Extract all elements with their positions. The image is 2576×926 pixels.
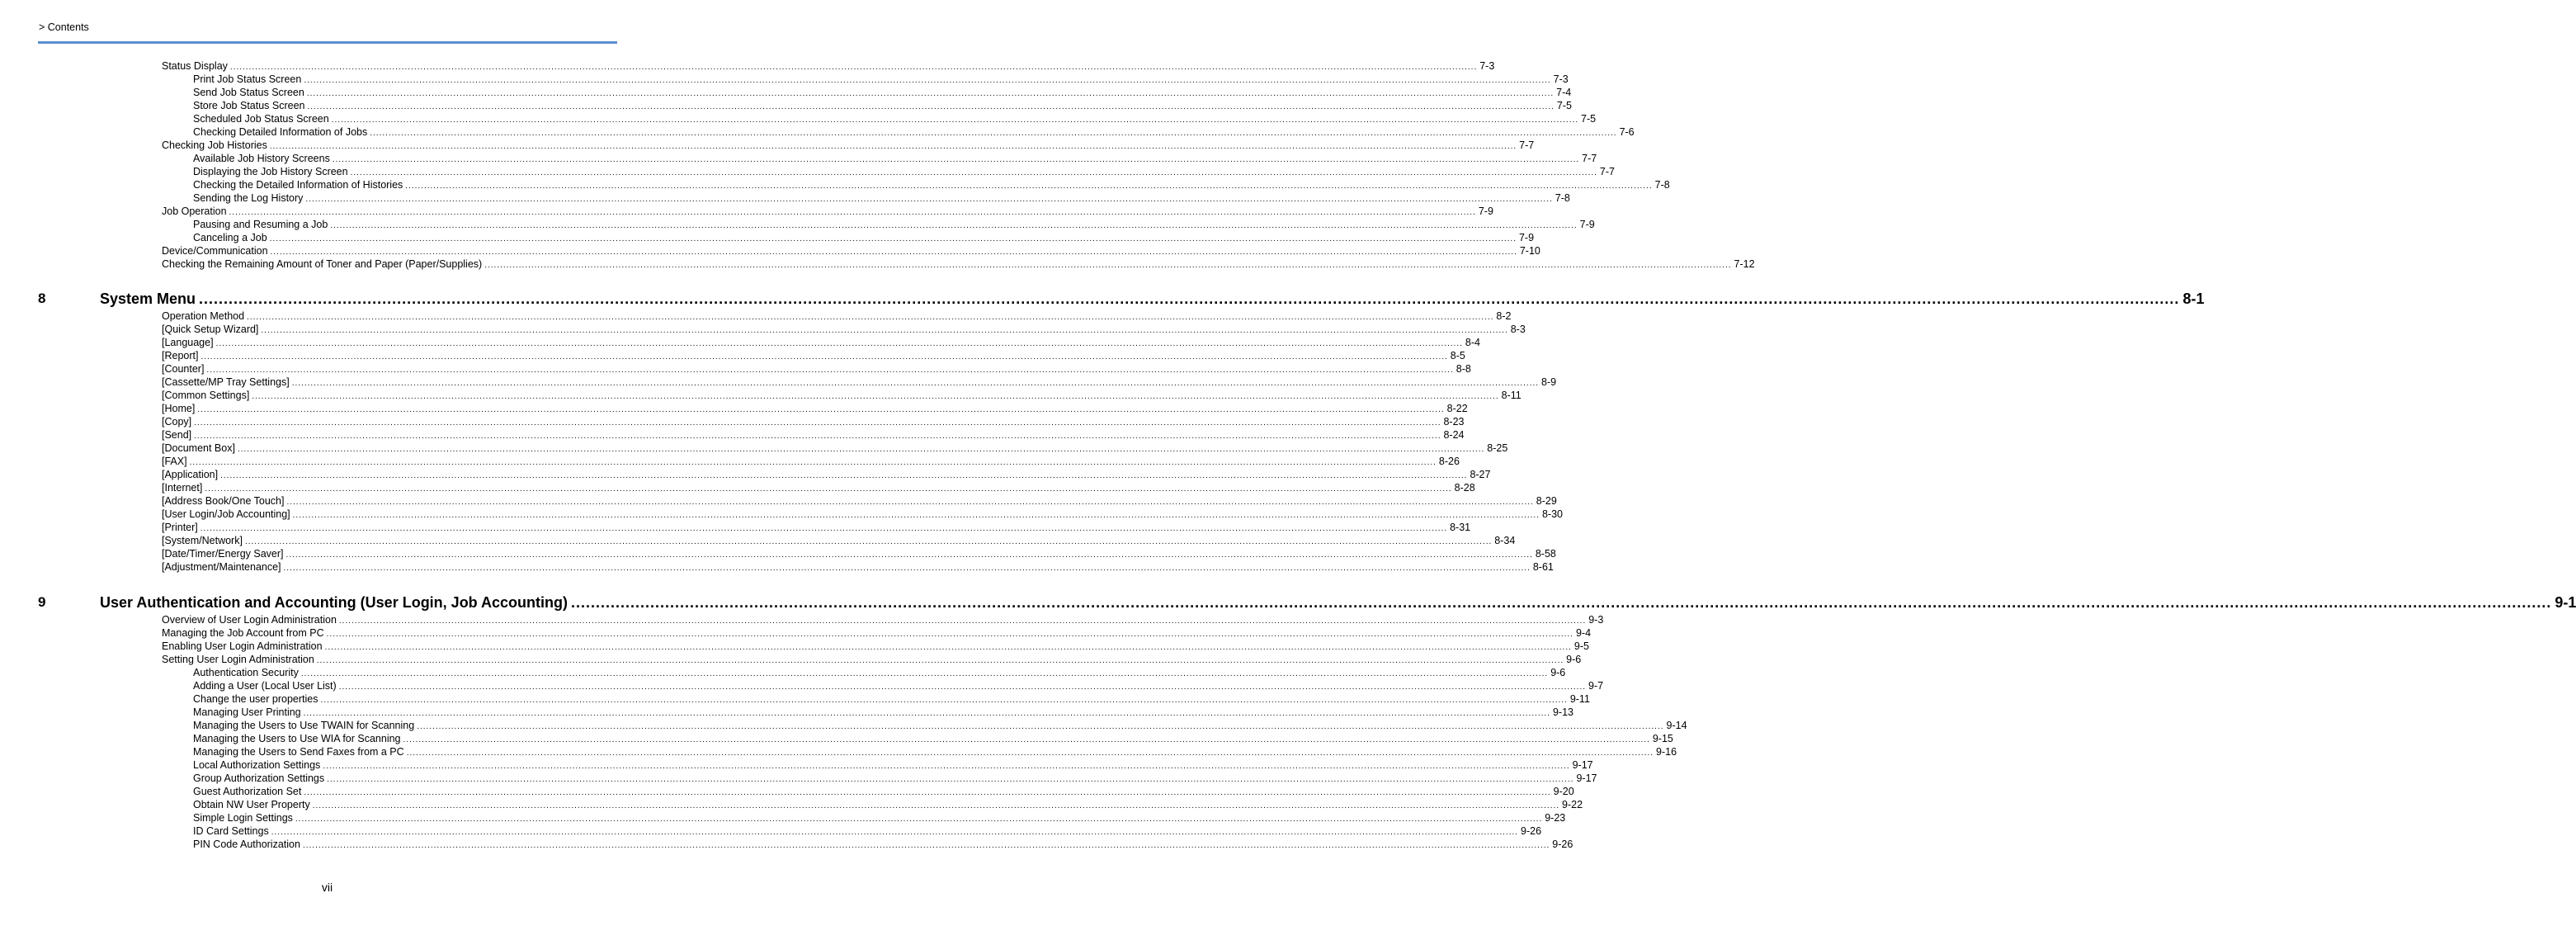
toc-leader-dots: ................................................................................................................................................................................................................................................................................................................................................................................................................ <box>269 234 1517 243</box>
chapter-heading[interactable] <box>0 593 2576 614</box>
toc-entry-page: 7-9 <box>1579 219 1595 230</box>
toc-entry-page: 9-17 <box>1572 759 1593 771</box>
toc-leader-dots: ................................................................................................................................................................................................................................................................................................................................................................................................................ <box>229 63 1478 72</box>
toc-leader-dots: ................................................................................................................................................................................................................................................................................................................................................................................................................ <box>247 313 1494 322</box>
toc-entry-label: Displaying the Job History Screen <box>193 166 348 177</box>
toc-leader-dots: ................................................................................................................................................................................................................................................................................................................................................................................................................ <box>194 418 1441 428</box>
toc-entry-page: 8-9 <box>1541 376 1557 388</box>
toc-entry[interactable] <box>193 73 1569 86</box>
toc-entry-label: [Send] <box>162 429 192 441</box>
toc-leader-dots: ................................................................................................................................................................................................................................................................................................................................................................................................................ <box>283 564 1531 573</box>
toc-leader-dots: ................................................................................................................................................................................................................................................................................................................................................................................................................ <box>215 339 1463 348</box>
toc-entry-page: 7-9 <box>1518 232 1535 243</box>
toc-entry-page: 7-8 <box>1654 179 1670 191</box>
toc-leader-dots: ................................................................................................................................................................................................................................................................................................................................................................................................................ <box>270 248 1517 257</box>
toc-entry-page: 8-58 <box>1535 548 1556 560</box>
toc-entry-page: 9-17 <box>1576 772 1597 784</box>
toc-entry[interactable] <box>162 139 1535 152</box>
toc-leader-dots: ................................................................................................................................................................................................................................................................................................................................................................................................................ <box>197 405 1445 414</box>
toc-entry[interactable] <box>193 152 1597 165</box>
toc-entry[interactable] <box>193 758 1593 772</box>
chapter-page: 9-1 <box>2555 594 2576 611</box>
toc-entry-page: 8-34 <box>1494 535 1516 546</box>
page-number: vii <box>321 881 333 894</box>
toc-entry-label: Store Job Status Screen <box>193 100 305 111</box>
toc-entry[interactable] <box>162 402 1468 415</box>
toc-entry[interactable] <box>162 613 1604 626</box>
toc-entry-label: Status Display <box>162 60 228 72</box>
toc-entry-label: Available Job History Screens <box>193 153 330 164</box>
toc-entry[interactable] <box>162 336 1480 349</box>
toc-entry[interactable] <box>162 376 1557 389</box>
chapter-title-row <box>100 593 2576 612</box>
toc-leader-dots: ................................................................................................................................................................................................................................................................................................................................................................................................................ <box>350 168 1597 177</box>
toc-entry-label: Print Job Status Screen <box>193 73 302 85</box>
toc-entry[interactable] <box>162 521 1471 534</box>
toc-entry-page: 8-28 <box>1454 482 1475 494</box>
toc-entry-label: PIN Code Authorization <box>193 839 300 850</box>
toc-entry[interactable] <box>162 534 1516 547</box>
toc-leader-dots: ................................................................................................................................................................................................................................................................................................................................................................................................................ <box>291 379 1540 388</box>
toc-entry[interactable] <box>193 838 1573 851</box>
toc-entry-label: Group Authorization Settings <box>193 772 325 784</box>
toc-leader-dots: ................................................................................................................................................................................................................................................................................................................................................................................................................ <box>331 116 1579 125</box>
toc-leader-dots: ................................................................................................................................................................................................................................................................................................................................................................................................................ <box>252 392 1499 401</box>
toc-entry[interactable] <box>162 560 1554 574</box>
toc-entry-label: [User Login/Job Accounting] <box>162 508 290 520</box>
toc-leader-dots: ................................................................................................................................................................................................................................................................................................................................................................................................................ <box>229 208 1476 217</box>
toc-leader-dots: ................................................................................................................................................................................................................................................................................................................................................................................................................ <box>304 788 1551 797</box>
toc-entry-label: Guest Authorization Set <box>193 786 302 797</box>
toc-entry-label: Managing the Job Account from PC <box>162 627 324 639</box>
toc-entry[interactable] <box>193 231 1535 244</box>
toc-entry[interactable] <box>162 442 1508 455</box>
toc-leader-dots: ................................................................................................................................................................................................................................................................................................................................................................................................................ <box>200 524 1448 533</box>
toc-entry-label: [Application] <box>162 469 219 480</box>
toc-leader-dots: ................................................................................................................................................................................................................................................................................................................................................................................................................ <box>320 696 1568 705</box>
toc-leader-dots: ................................................................................................................................................................................................................................................................................................................................................................................................................ <box>285 550 1533 560</box>
toc-entry-label: [Document Box] <box>162 442 235 454</box>
header-rule <box>38 41 617 44</box>
toc-entry-page: 8-5 <box>1450 350 1465 361</box>
chapter-number: 9 <box>38 594 46 610</box>
toc-entry[interactable] <box>193 165 1615 178</box>
toc-entry[interactable] <box>162 508 1564 521</box>
toc-entry-label: Send Job Status Screen <box>193 87 304 98</box>
toc-entry-page: 9-5 <box>1573 640 1589 652</box>
toc-entry-label: Checking Detailed Information of Jobs <box>193 126 368 138</box>
toc-leader-dots: ................................................................................................................................................................................................................................................................................................................................................................................................................ <box>189 458 1437 467</box>
toc-entry[interactable] <box>193 798 1583 811</box>
toc-entry-page: 7-4 <box>1556 87 1572 98</box>
toc-leader-dots: ................................................................................................................................................................................................................................................................................................................................................................................................................ <box>306 89 1555 98</box>
toc-entry-page: 9-13 <box>1552 706 1573 718</box>
toc-leader-dots: ................................................................................................................................................................................................................................................................................................................................................................................................................ <box>261 326 1508 335</box>
toc-entry[interactable] <box>193 86 1572 99</box>
toc-entry-page: 9-15 <box>1652 733 1673 744</box>
toc-entry-label: [FAX] <box>162 456 187 467</box>
toc-entry[interactable] <box>162 257 1755 271</box>
toc-leader-dots: ................................................................................................................................................................................................................................................................................................................................................................................................................ <box>244 537 1493 546</box>
toc-leader-dots: ................................................................................................................................................................................................................................................................................................................................................................................................................ <box>330 221 1578 230</box>
toc-entry-label: [Common Settings] <box>162 390 250 401</box>
toc-entry[interactable] <box>162 323 1526 336</box>
toc-entry[interactable] <box>193 811 1566 824</box>
toc-entry-label: Canceling a Job <box>193 232 267 243</box>
toc-entry-page: 9-7 <box>1588 680 1604 692</box>
toc-leader-dots: ................................................................................................................................................................................................................................................................................................................................................................................................................ <box>327 775 1574 784</box>
toc-entry-page: 8-22 <box>1446 403 1468 414</box>
toc-leader-dots: ................................................................................................................................................................................................................................................................................................................................................................................................................ <box>307 102 1555 111</box>
toc-entry-label: [Report] <box>162 350 199 361</box>
toc-entry-label: [Counter] <box>162 363 205 375</box>
toc-entry[interactable] <box>193 745 1677 758</box>
toc-leader-dots: ................................................................................................................................................................................................................................................................................................................................................................................................................ <box>220 471 1468 480</box>
toc-entry-label: Checking Job Histories <box>162 139 267 151</box>
toc-entry-page: 7-6 <box>1619 126 1635 138</box>
toc-entry-page: 9-11 <box>1569 693 1590 705</box>
toc-entry-label: Overview of User Login Administration <box>162 614 337 626</box>
toc-entry-label: [Adjustment/Maintenance] <box>162 561 281 573</box>
toc-entry[interactable] <box>193 218 1595 231</box>
toc-entry[interactable] <box>193 112 1597 125</box>
toc-entry-label: Managing the Users to Use WIA for Scanning <box>193 733 401 744</box>
toc-entry-page: 7-10 <box>1519 245 1540 257</box>
toc-entry-label: [Cassette/MP Tray Settings] <box>162 376 290 388</box>
toc-entry-label: Scheduled Job Status Screen <box>193 113 329 125</box>
toc-leader-dots: ................................................................................................................................................................................................................................................................................................................................................................................................................ <box>269 142 1517 151</box>
toc-leader-dots: ................................................................................................................................................................................................................................................................................................................................................................................................................ <box>403 735 1650 744</box>
toc-leader-dots: ................................................................................................................................................................................................................................................................................................................................................................................................................ <box>271 828 1519 837</box>
chapter-title-row <box>100 289 2205 309</box>
toc-entry[interactable] <box>162 415 1465 428</box>
toc-leader-dots: ................................................................................................................................................................................................................................................................................................................................................................................................................ <box>571 594 2552 611</box>
toc-leader-dots: ................................................................................................................................................................................................................................................................................................................................................................................................................ <box>405 182 1653 191</box>
toc-entry-page: 8-3 <box>1510 324 1526 335</box>
toc-entry-label: Checking the Remaining Amount of Toner and Paper (Paper/Supplies) <box>162 258 483 270</box>
toc-entry-label: Job Operation <box>162 206 227 217</box>
toc-entry-page: 9-20 <box>1553 786 1574 797</box>
toc-entry-page: 8-23 <box>1443 416 1465 428</box>
toc-entry-label: [Copy] <box>162 416 192 428</box>
toc-entry[interactable] <box>162 653 1582 666</box>
toc-entry-label: Enabling User Login Administration <box>162 640 323 652</box>
toc-entry-page: 8-24 <box>1443 429 1465 441</box>
toc-leader-dots: ................................................................................................................................................................................................................................................................................................................................................................................................................ <box>237 445 1485 454</box>
toc-entry-page: 7-3 <box>1479 60 1495 72</box>
toc-entry-page: 8-25 <box>1487 442 1508 454</box>
toc-entry-label: ID Card Settings <box>193 825 269 837</box>
toc-entry-page: 7-3 <box>1553 73 1569 85</box>
chapter-page: 8-1 <box>2182 291 2205 307</box>
toc-entry-page: 8-61 <box>1532 561 1554 573</box>
toc-leader-dots: ................................................................................................................................................................................................................................................................................................................................................................................................................ <box>295 815 1543 824</box>
toc-leader-dots: ................................................................................................................................................................................................................................................................................................................................................................................................................ <box>292 511 1540 520</box>
toc-leader-dots: ................................................................................................................................................................................................................................................................................................................................................................................................................ <box>417 722 1664 731</box>
toc-entry-label: Adding a User (Local User List) <box>193 680 337 692</box>
toc-entry-label: [Printer] <box>162 522 198 533</box>
toc-entry[interactable] <box>193 706 1573 719</box>
toc-entry[interactable] <box>162 309 1512 323</box>
toc-entry-label: Change the user properties <box>193 693 318 705</box>
toc-entry[interactable] <box>162 494 1557 508</box>
toc-entry-label: Setting User Login Administration <box>162 654 314 665</box>
toc-entry[interactable] <box>193 692 1590 706</box>
toc-leader-dots: ................................................................................................................................................................................................................................................................................................................................................................................................................ <box>326 630 1573 639</box>
toc-entry-page: 8-8 <box>1455 363 1471 375</box>
toc-leader-dots: ................................................................................................................................................................................................................................................................................................................................................................................................................ <box>323 762 1570 771</box>
toc-entry-page: 9-3 <box>1588 614 1604 626</box>
toc-entry[interactable] <box>162 389 1522 402</box>
toc-entry[interactable] <box>162 244 1540 257</box>
toc-entry-page: 9-4 <box>1575 627 1592 639</box>
toc-leader-dots: ................................................................................................................................................................................................................................................................................................................................................................................................................ <box>484 261 1732 270</box>
toc-entry-label: Managing the Users to Send Faxes from a PC <box>193 746 404 758</box>
toc-entry-page: 8-27 <box>1470 469 1491 480</box>
toc-entry-label: [Quick Setup Wizard] <box>162 324 259 335</box>
toc-entry-label: [Home] <box>162 403 196 414</box>
chapter-number: 8 <box>38 291 46 306</box>
toc-entry-label: Simple Login Settings <box>193 812 293 824</box>
toc-leader-dots: ................................................................................................................................................................................................................................................................................................................................................................................................................ <box>312 801 1560 810</box>
toc-entry-label: Pausing and Resuming a Job <box>193 219 328 230</box>
toc-entry-page: 7-7 <box>1519 139 1535 151</box>
toc-entry-page: 8-31 <box>1450 522 1471 533</box>
toc-entry-label: Authentication Security <box>193 667 299 678</box>
toc-leader-dots: ................................................................................................................................................................................................................................................................................................................................................................................................................ <box>302 841 1550 850</box>
toc-entry-label: Device/Communication <box>162 245 268 257</box>
toc-entry-page: 7-5 <box>1556 100 1572 111</box>
toc-entry[interactable] <box>162 547 1556 560</box>
toc-leader-dots: ................................................................................................................................................................................................................................................................................................................................................................................................................ <box>338 683 1587 692</box>
toc-entry-label: Local Authorization Settings <box>193 759 321 771</box>
toc-entry-label: Sending the Log History <box>193 192 304 204</box>
toc-entry[interactable] <box>162 481 1475 494</box>
toc-entry[interactable] <box>162 626 1592 640</box>
toc-entry-page: 9-26 <box>1552 839 1573 850</box>
toc-entry-page: 8-26 <box>1438 456 1460 467</box>
toc-entry-label: Managing User Printing <box>193 706 301 718</box>
toc-entry-page: 7-12 <box>1734 258 1755 270</box>
toc-entry-page: 7-9 <box>1478 206 1493 217</box>
toc-leader-dots: ................................................................................................................................................................................................................................................................................................................................................................................................................ <box>370 129 1617 138</box>
toc-leader-dots: ................................................................................................................................................................................................................................................................................................................................................................................................................ <box>286 498 1534 507</box>
toc-entry-page: 7-5 <box>1581 113 1597 125</box>
toc-entry-page: 8-2 <box>1496 310 1512 322</box>
toc-leader-dots: ................................................................................................................................................................................................................................................................................................................................................................................................................ <box>205 484 1452 494</box>
toc-entry-page: 8-29 <box>1536 495 1557 507</box>
toc-entry-label: [Internet] <box>162 482 203 494</box>
chapter-heading[interactable] <box>0 289 2205 310</box>
toc-entry-label: Checking the Detailed Information of Histories <box>193 179 403 191</box>
toc-entry-label: Managing the Users to Use TWAIN for Scanning <box>193 720 415 731</box>
toc-leader-dots: ................................................................................................................................................................................................................................................................................................................................................................................................................ <box>332 155 1580 164</box>
toc-entry[interactable] <box>193 99 1572 112</box>
toc-entry[interactable] <box>162 640 1589 653</box>
toc-entry-page: 9-6 <box>1550 667 1566 678</box>
toc-entry-label: [Date/Timer/Energy Saver] <box>162 548 284 560</box>
toc-entry-page: 9-16 <box>1656 746 1677 758</box>
toc-entry-page: 8-30 <box>1541 508 1564 520</box>
toc-entry-label: Operation Method <box>162 310 245 322</box>
toc-entry[interactable] <box>193 125 1635 139</box>
breadcrumb[interactable]: > Contents <box>39 21 89 33</box>
toc-entry[interactable] <box>162 362 1471 376</box>
toc-entry[interactable] <box>162 428 1465 442</box>
toc-leader-dots: ................................................................................................................................................................................................................................................................................................................................................................................................................ <box>338 617 1587 626</box>
toc-entry-page: 9-22 <box>1562 799 1583 810</box>
toc-entry-label: Obtain NW User Property <box>193 799 310 810</box>
toc-entry[interactable] <box>162 59 1495 73</box>
toc-entry[interactable] <box>162 205 1493 218</box>
toc-leader-dots: ................................................................................................................................................................................................................................................................................................................................................................................................................ <box>305 195 1553 204</box>
toc-entry-page: 9-26 <box>1521 825 1542 837</box>
toc-leader-dots: ................................................................................................................................................................................................................................................................................................................................................................................................................ <box>316 656 1564 665</box>
toc-entry[interactable] <box>193 191 1570 205</box>
toc-leader-dots: ................................................................................................................................................................................................................................................................................................................................................................................................................ <box>304 76 1551 85</box>
toc-leader-dots: ................................................................................................................................................................................................................................................................................................................................................................................................................ <box>194 432 1441 441</box>
toc-entry-page: 7-8 <box>1555 192 1570 204</box>
toc-entry-label: [System/Network] <box>162 535 243 546</box>
toc-entry[interactable] <box>193 719 1687 732</box>
toc-entry-page: 9-23 <box>1545 812 1566 824</box>
toc-leader-dots: ................................................................................................................................................................................................................................................................................................................................................................................................................ <box>300 669 1549 678</box>
toc-leader-dots: ................................................................................................................................................................................................................................................................................................................................................................................................................ <box>406 749 1654 758</box>
toc-entry[interactable] <box>193 824 1542 838</box>
toc-entry-page: 7-7 <box>1599 166 1615 177</box>
toc-entry[interactable] <box>193 772 1597 785</box>
toc-entry[interactable] <box>193 732 1673 745</box>
toc-leader-dots: ................................................................................................................................................................................................................................................................................................................................................................................................................ <box>199 291 2180 307</box>
chapter-title: User Authentication and Accounting (User Login, Job Accounting) <box>100 594 568 611</box>
toc-leader-dots: ................................................................................................................................................................................................................................................................................................................................................................................................................ <box>303 709 1550 718</box>
toc-entry[interactable] <box>193 679 1604 692</box>
toc-entry[interactable] <box>193 666 1566 679</box>
toc-entry-page: 9-14 <box>1666 720 1687 731</box>
toc-entry-label: [Address Book/One Touch] <box>162 495 285 507</box>
toc-entry[interactable] <box>162 468 1491 481</box>
toc-entry[interactable] <box>162 455 1460 468</box>
chapter-title: System Menu <box>100 291 196 307</box>
toc-entry[interactable] <box>193 785 1574 798</box>
toc-entry-label: [Language] <box>162 337 214 348</box>
toc-leader-dots: ................................................................................................................................................................................................................................................................................................................................................................................................................ <box>324 643 1572 652</box>
toc-entry-page: 7-7 <box>1582 153 1597 164</box>
toc-entry-page: 8-4 <box>1465 337 1480 348</box>
toc-leader-dots: ................................................................................................................................................................................................................................................................................................................................................................................................................ <box>201 352 1448 361</box>
toc-leader-dots: ................................................................................................................................................................................................................................................................................................................................................................................................................ <box>206 366 1454 375</box>
toc-entry[interactable] <box>162 349 1465 362</box>
toc-entry-page: 8-11 <box>1501 390 1522 401</box>
toc-entry[interactable] <box>193 178 1670 191</box>
toc-entry-page: 9-6 <box>1566 654 1582 665</box>
